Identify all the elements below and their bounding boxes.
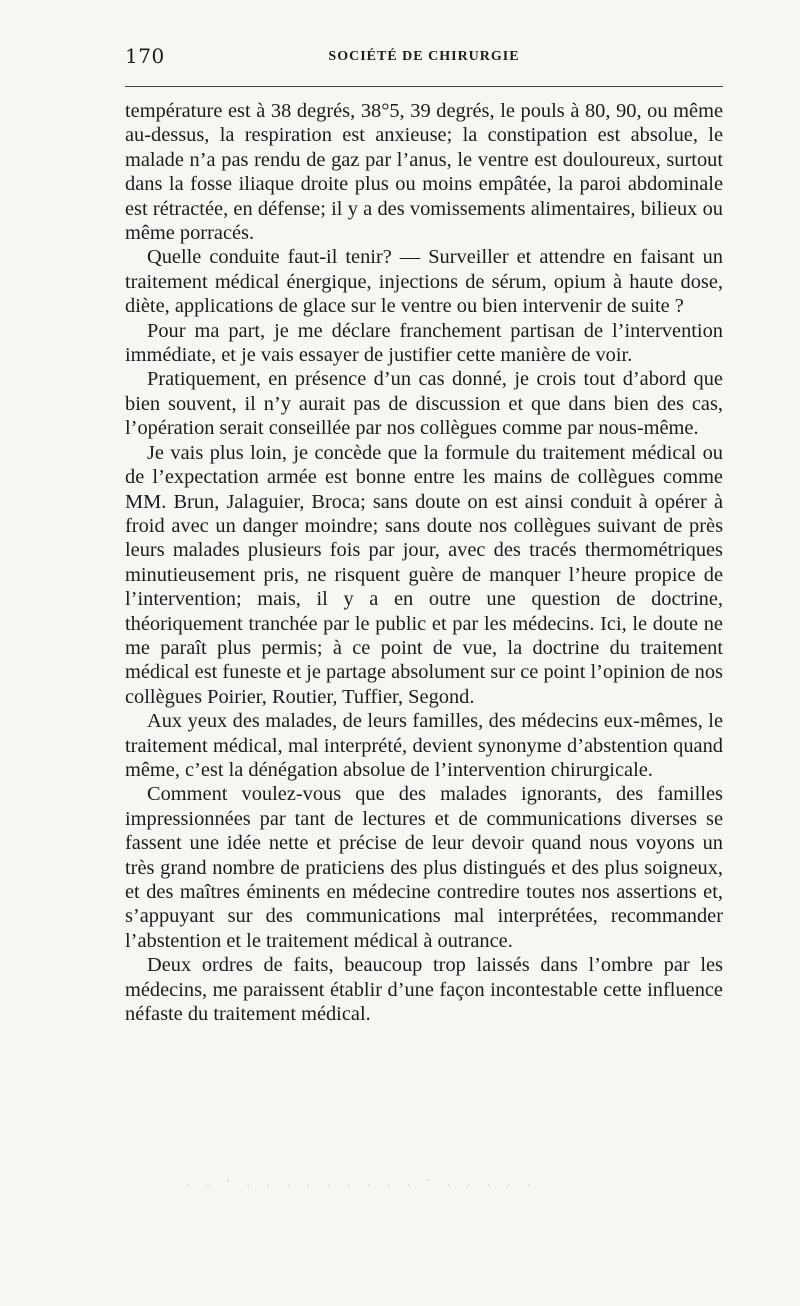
paragraph: Pratiquement, en présence d’un cas donné, je crois tout d’abord que bien souvent, il n’y aurait pas de discussion et que dans bien des cas, l’opération serait conseillée par nos collègues comme par nous-même. <box>125 368 723 440</box>
paragraph: Pour ma part, je me déclare franchement partisan de l’intervention immédiate, et je vais essayer de justifier cette manière de voir. <box>125 319 723 367</box>
bleed-through-speckle: . . ' . . . . . . . . . ' . . . . . <box>185 1178 536 1189</box>
paragraph: Comment voulez-vous que des malades ignorants, des familles impressionnées par tant de lectures et de communications diverses se fassent une idée nette et précise de leur devoir quand nous voyons un très grand nombre de praticiens des plus distingués et des plus soigneux, et des maîtres éminents en médecine contredire toutes nos assertions et, s’appuyant sur des communications mal interprétées, recommander l’abstention et le traitement médical à outrance. <box>125 783 723 952</box>
running-title: SOCIÉTÉ DE CHIRURGIE <box>328 49 520 64</box>
paragraph: Aux yeux des malades, de leurs familles, des médecins eux-mêmes, le traitement médical, mal interprété, devient synonyme d’abstention quand même, c’est la dénégation absolue de l’intervention chirurgicale. <box>125 710 723 781</box>
page-number: 170 <box>125 44 165 68</box>
paragraph: Deux ordres de faits, beaucoup trop laissés dans l’ombre par les médecins, me paraissent établir d’une façon incontestable cette influence néfaste du traitement médical. <box>125 954 723 1026</box>
header-rule <box>125 86 723 87</box>
page-header <box>125 44 723 72</box>
paragraph: température est à 38 degrés, 38°5, 39 degrés, le pouls à 80, 90, ou même au-dessus, la respiration est anxieuse; la constipation est absolue, le malade n’a pas rendu de gaz par l’anus, le ventre est douloureux, surtout dans la fosse iliaque droite plus ou moins empâtée, la paroi abdominale est rétractée, en défense; il y a des vomissements alimentaires, bilieux ou même porracés. <box>125 100 723 245</box>
paragraph: Quelle conduite faut-il tenir? — Surveiller et attendre en faisant un traitement médical énergique, injections de sérum, opium à haute dose, diète, applications de glace sur le ventre ou bien intervenir de suite ? <box>125 246 723 318</box>
paragraph: Je vais plus loin, je concède que la formule du traitement médical ou de l’expectation armée est bonne entre les mains de collègues comme MM. Brun, Jalaguier, Broca; sans doute on est ainsi conduit à opérer à froid avec un danger moindre; sans doute nos collègues suivant de près leurs malades plusieurs fois par jour, avec des tracés thermométriques minutieusement pris, ne risquent guère de manquer l’heure propice de l’intervention; mais, il y a en outre une question de doctrine, théoriquement tranchée par le public et par les médecins. Ici, le doute ne me paraît plus permis; à ce point de vue, la doctrine du traitement médical est funeste et je partage absolument sur ce point l’opinion de nos collègues Poirier, Routier, Tuffier, Segond. <box>125 441 723 708</box>
body-text <box>125 99 723 1026</box>
